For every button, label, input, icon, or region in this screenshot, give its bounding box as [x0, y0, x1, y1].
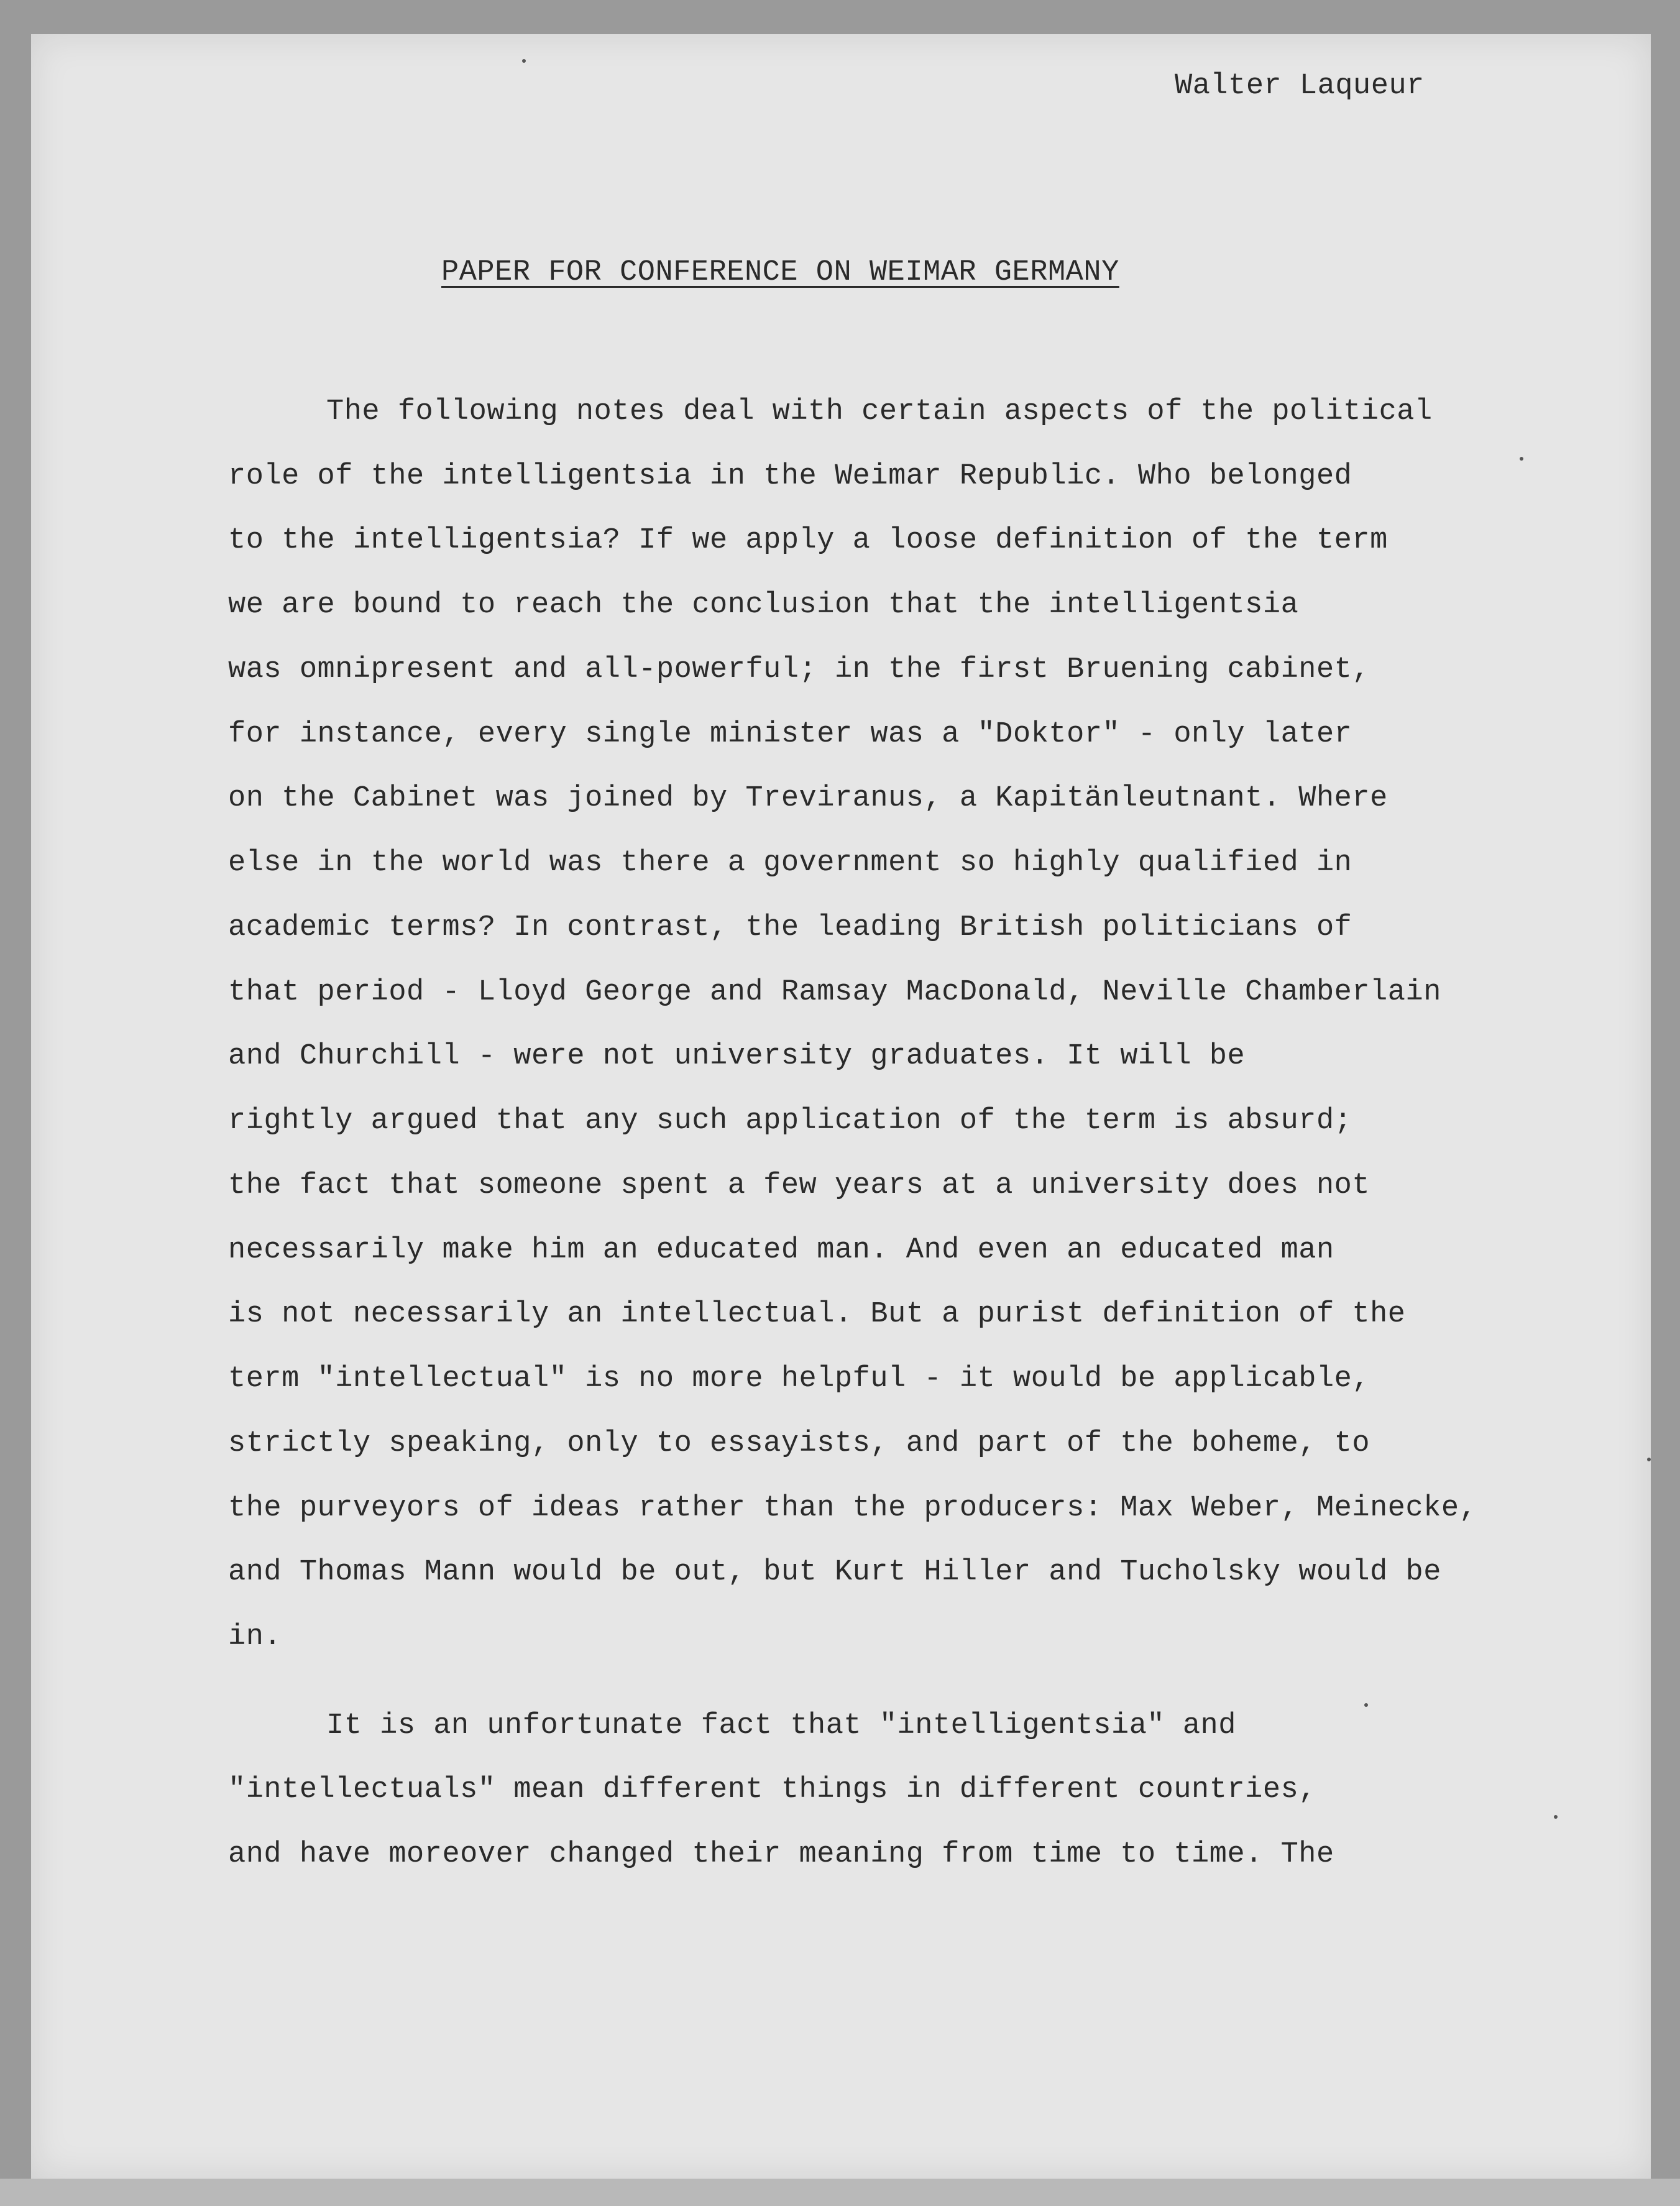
paper-speck	[1364, 1703, 1368, 1707]
paragraph-2-line: and have moreover changed their meaning from time to time. The	[228, 1838, 1334, 1871]
document-title: PAPER FOR CONFERENCE ON WEIMAR GERMANY	[441, 256, 1119, 289]
paragraph-1-line: else in the world was there a government so highly qualified in	[228, 847, 1352, 880]
paragraph-1-line: academic terms? In contrast, the leading British politicians of	[228, 911, 1352, 944]
paragraph-1-line: to the intelligentsia? If we apply a loose definition of the term	[228, 524, 1388, 557]
paragraph-1-line: for instance, every single minister was a "Doktor" - only later	[228, 718, 1352, 751]
paragraph-1-line: was omnipresent and all-powerful; in the first Bruening cabinet,	[228, 653, 1370, 686]
paragraph-1-line: and Thomas Mann would be out, but Kurt Hiller and Tucholsky would be	[228, 1556, 1441, 1589]
paragraph-2-line: It is an unfortunate fact that "intelligentsia" and	[326, 1709, 1236, 1742]
paragraph-1-line: the purveyors of ideas rather than the producers: Max Weber, Meinecke,	[228, 1492, 1477, 1525]
paragraph-1-line: The following notes deal with certain aspects of the political	[326, 395, 1433, 428]
paragraph-1-line: strictly speaking, only to essayists, and part of the boheme, to	[228, 1427, 1370, 1460]
paper-speck	[1647, 1458, 1651, 1461]
paragraph-1-line: necessarily make him an educated man. And even an educated man	[228, 1234, 1334, 1267]
paper-speck	[1520, 457, 1523, 461]
paragraph-2-line: "intellectuals" mean different things in different countries,	[228, 1773, 1316, 1806]
paragraph-1-line: that period - Lloyd George and Ramsay MacDonald, Neville Chamberlain	[228, 976, 1441, 1009]
paragraph-1-line: on the Cabinet was joined by Treviranus, a Kapitänleutnant. Where	[228, 782, 1388, 815]
paragraph-1-line: the fact that someone spent a few years at a university does not	[228, 1169, 1370, 1202]
paper-speck	[1554, 1815, 1558, 1819]
paragraph-1-line: in.	[228, 1620, 282, 1653]
paragraph-1-line: and Churchill - were not university graduates. It will be	[228, 1040, 1246, 1073]
paragraph-1-line: is not necessarily an intellectual. But a purist definition of the	[228, 1298, 1406, 1331]
page-bottom-edge	[0, 2179, 1680, 2206]
paragraph-1-line: rightly argued that any such application of the term is absurd;	[228, 1105, 1352, 1137]
paper-speck	[522, 59, 526, 63]
paragraph-1-line: term "intellectual" is no more helpful - it would be applicable,	[228, 1363, 1370, 1395]
paragraph-1-line: we are bound to reach the conclusion that the intelligentsia	[228, 589, 1299, 622]
author-name: Walter Laqueur	[1175, 70, 1425, 103]
paragraph-1-line: role of the intelligentsia in the Weimar Republic. Who belonged	[228, 460, 1352, 493]
